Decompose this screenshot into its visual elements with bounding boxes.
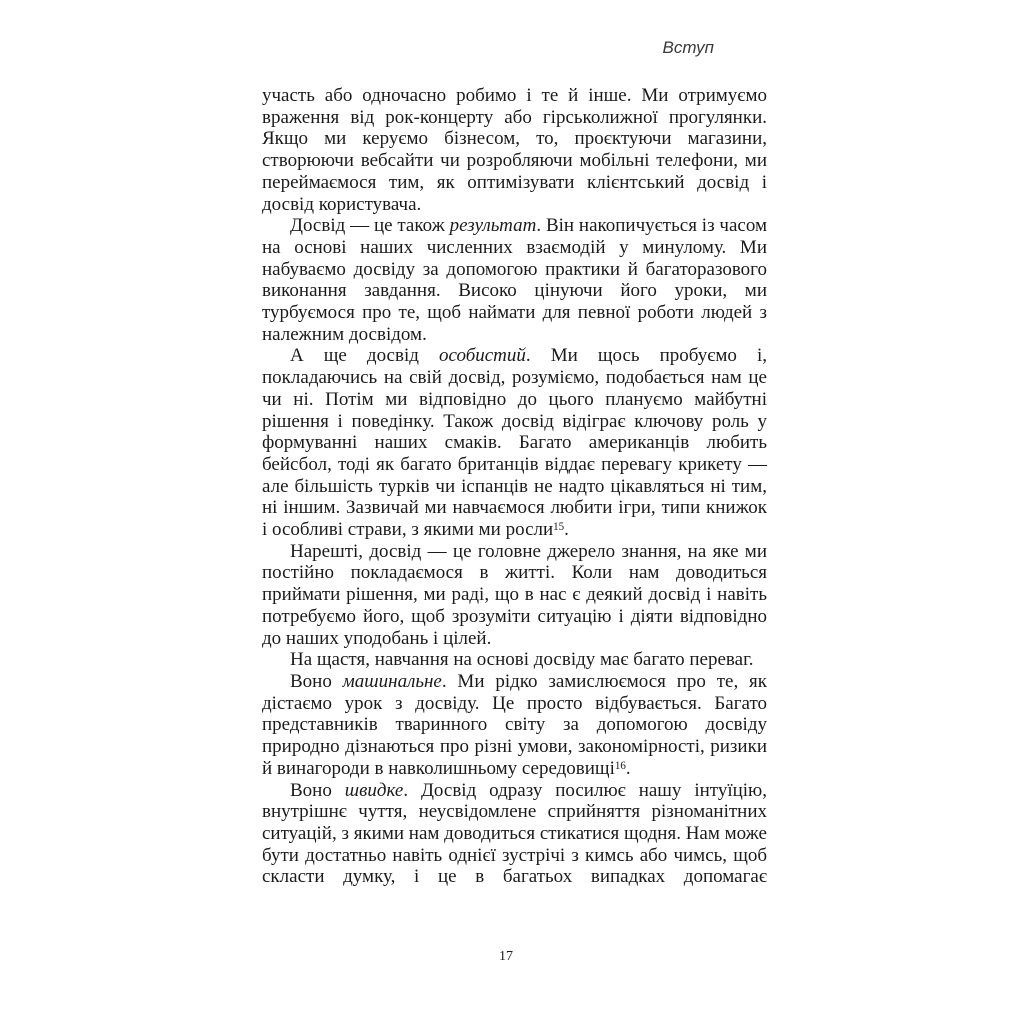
footnote-ref: 15 xyxy=(553,521,565,534)
text-segment: . Він накопичується із часом на основі наших численних взаємодій у минулому. Ми набуваємо досвіду за допомогою практики й багаторазового виконання завдання. Високо цінуючи його уроки, ми турбуємося про те, щоб наймати для певної роботи людей з належним досвідом. xyxy=(262,215,767,345)
text-segment: участь або одночасно робимо і те й інше. Ми отримуємо враження від рок-концерту або гірськолижної прогулянки. Якщо ми керуємо бізнесом, то, проєктуючи магазини, створюючи вебсайти чи розробляючи мобільні телефони, ми переймаємося тим, як оптимізувати клієнтський досвід і досвід користувача. xyxy=(262,85,767,215)
text-segment: . xyxy=(625,757,631,779)
text-segment: . Ми рідко замислюємося про те, як дістаємо урок з досвіду. Це просто відбувається. Багато представників тваринного світу за допомогою досвіду природно дізнаються про різні умови, закономірності, ризики й винагороди в навколишньому середовищі xyxy=(262,670,767,779)
page-number: 17 xyxy=(499,949,513,964)
paragraph xyxy=(262,671,767,780)
italic-term: особистий xyxy=(438,345,526,367)
text-segment: . Досвід одразу посилює нашу інтуїцію, внутрішнє чуття, неусвідомлене сприйняття різноманітних ситуацій, з якими нам доводиться стикатися щодня. Нам може бути достатньо навіть однієї зустрічі з кимсь або чимсь, щоб скласти думку, і це в багатьох випадках допомагає xyxy=(262,779,767,888)
paragraph xyxy=(262,345,767,540)
italic-term: результат xyxy=(449,215,537,237)
body-text xyxy=(262,85,767,888)
paragraph xyxy=(262,85,767,215)
italic-term: швидке xyxy=(344,779,404,801)
text-segment: Нарешті, досвід — це головне джерело знання, на яке ми постійно покладаємося в житті. Коли нам доводиться приймати рішення, ми раді, що в нас є деякий досвід і навіть потребуємо його, щоб зрозуміти ситуацію і діяти відповідно до наших уподобань і цілей. xyxy=(262,540,767,649)
text-segment: Воно xyxy=(290,670,343,692)
text-segment: На щастя, навчання на основі досвіду має багато переваг. xyxy=(290,649,754,671)
paragraph xyxy=(262,541,767,650)
text-segment: А ще досвід xyxy=(290,345,439,367)
text-segment: . xyxy=(564,519,569,541)
running-header: Вступ xyxy=(662,38,714,57)
text-segment: Досвід — це також xyxy=(290,215,450,237)
italic-term: машинальне xyxy=(342,670,442,692)
footnote-ref: 16 xyxy=(614,759,626,772)
text-segment: . Ми щось пробуємо і, покладаючись на свій досвід, розуміємо, подобається нам це чи ні. Потім ми відповідно до цього плануємо майбутні рішення і поведінку. Також досвід відіграє ключову роль у формуванні наших смаків. Багато американців любить бейсбол, тоді як багато британців віддає перевагу крикету — але більшість турків чи іспанців не надто цікавляться ні тим, ні іншим. Зазвичай ми навчаємося любити ігри, типи книжок і особливі страви, з якими ми росли xyxy=(262,345,767,541)
paragraph xyxy=(262,649,767,671)
paragraph xyxy=(262,780,767,889)
text-segment: Воно xyxy=(290,779,345,801)
paragraph xyxy=(262,215,767,345)
